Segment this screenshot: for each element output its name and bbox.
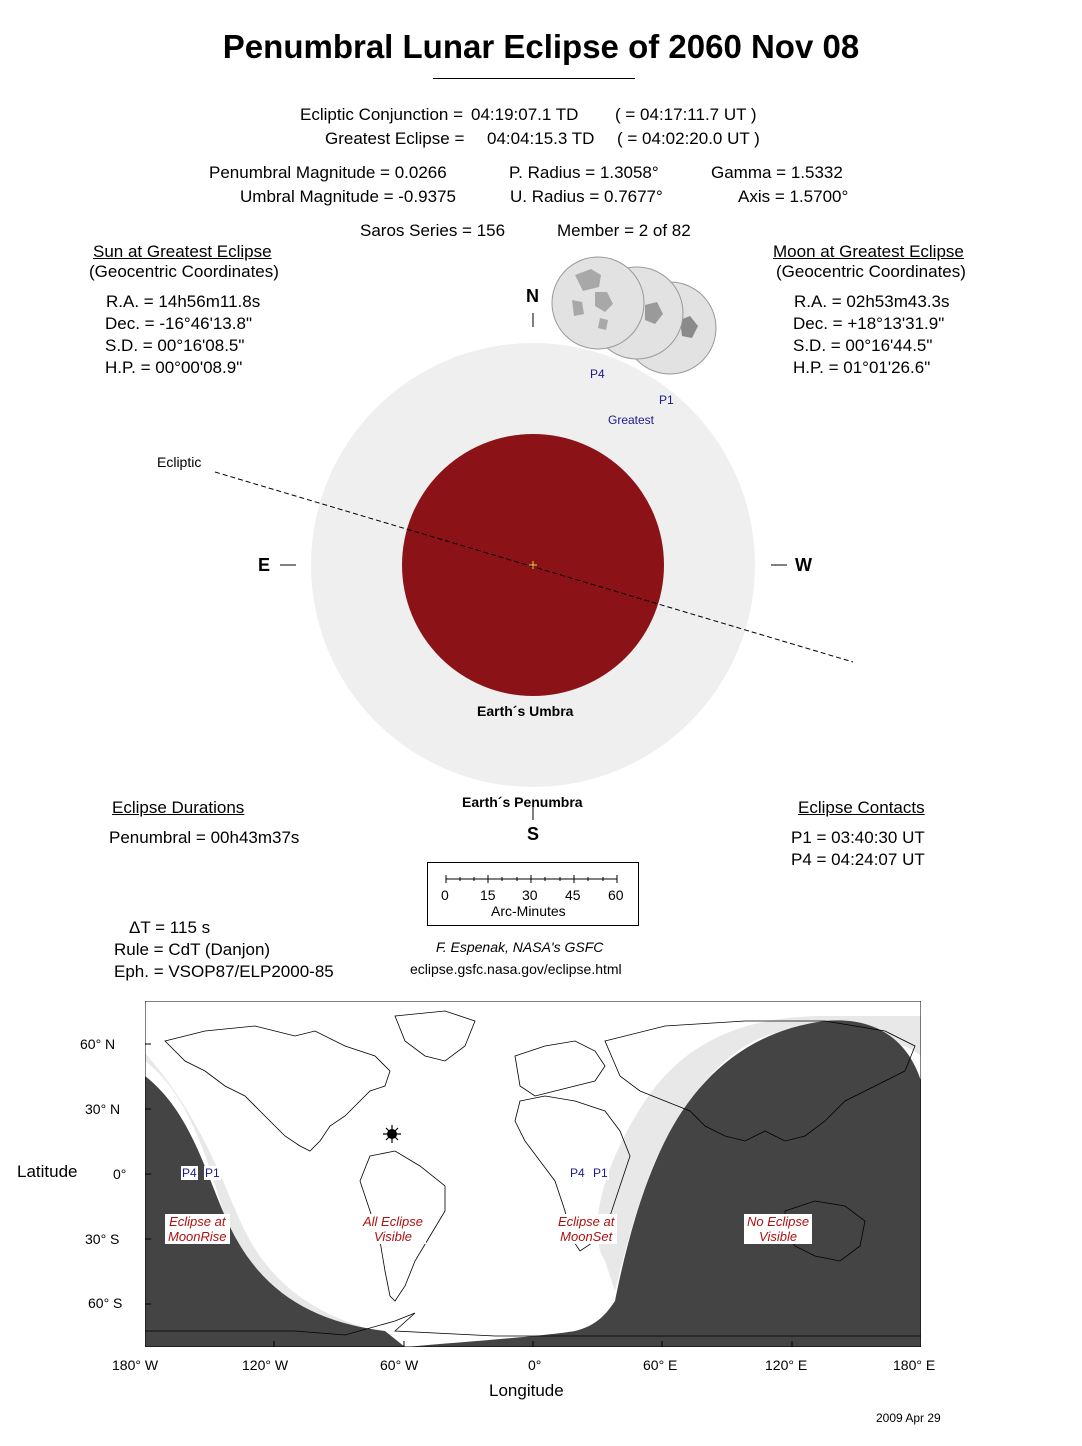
label-moonset bbox=[555, 1214, 617, 1244]
moon-heading: Moon at Greatest Eclipse bbox=[773, 242, 964, 261]
contacts-heading: Eclipse Contacts bbox=[798, 798, 925, 817]
contact-p4: P4 = 04:24:07 UT bbox=[791, 850, 925, 869]
label-all-visible bbox=[360, 1214, 426, 1244]
lat-tick-30s: 30° S bbox=[85, 1231, 120, 1247]
umbra-label: Earth´s Umbra bbox=[477, 703, 574, 719]
lon-tick-0: 0° bbox=[528, 1357, 542, 1373]
umbral-magnitude: Umbral Magnitude = -0.9375 bbox=[240, 187, 456, 206]
ephemeris: Eph. = VSOP87/ELP2000-85 bbox=[114, 962, 334, 981]
label-moonrise-line1: Eclipse at bbox=[169, 1214, 226, 1229]
sun-hp: H.P. = 00°00'08.9" bbox=[105, 358, 243, 377]
u-radius: U. Radius = 0.7677° bbox=[510, 187, 663, 206]
moon-p4-icon bbox=[552, 257, 644, 349]
map-p4-west: P4 bbox=[182, 1166, 197, 1180]
map-p1-west: P1 bbox=[205, 1166, 220, 1180]
page-title: Penumbral Lunar Eclipse of 2060 Nov 08 bbox=[222, 28, 860, 65]
gamma: Gamma = 1.5332 bbox=[711, 163, 843, 182]
west-label: W bbox=[795, 555, 812, 575]
greatest-td: 04:04:15.3 TD bbox=[487, 129, 595, 148]
contact-p1: P1 = 03:40:30 UT bbox=[791, 828, 925, 847]
moon-hp: H.P. = 01°01'26.6" bbox=[793, 358, 931, 377]
scale-label: Arc-Minutes bbox=[491, 903, 566, 919]
map-p4-east: P4 bbox=[570, 1166, 585, 1180]
greatest-label-diagram: Greatest bbox=[608, 413, 655, 427]
date-stamp: 2009 Apr 29 bbox=[876, 1411, 941, 1425]
scale-tick-45: 45 bbox=[565, 887, 581, 903]
moon-subheading: (Geocentric Coordinates) bbox=[776, 262, 966, 281]
penumbral-magnitude: Penumbral Magnitude = 0.0266 bbox=[209, 163, 447, 182]
scale-tick-30: 30 bbox=[522, 887, 538, 903]
sun-sd: S.D. = 00°16'08.5" bbox=[105, 336, 245, 355]
penumbra-label: Earth´s Penumbra bbox=[462, 794, 583, 810]
moon-sd: S.D. = 00°16'44.5" bbox=[793, 336, 933, 355]
p-radius: P. Radius = 1.3058° bbox=[509, 163, 659, 182]
label-moonrise bbox=[165, 1214, 230, 1244]
label-moonset-line1: Eclipse at bbox=[558, 1214, 615, 1229]
lon-tick-120w: 120° W bbox=[242, 1357, 289, 1373]
south-label: S bbox=[527, 824, 540, 844]
lon-tick-180e: 180° E bbox=[893, 1357, 936, 1373]
scale-tick-15: 15 bbox=[480, 887, 496, 903]
north-label: N bbox=[526, 286, 539, 306]
conjunction-ut: ( = 04:17:11.7 UT ) bbox=[615, 105, 757, 124]
scale-box bbox=[427, 862, 639, 926]
label-moonset-line2: MoonSet bbox=[560, 1229, 613, 1244]
map-ylabel: Latitude bbox=[17, 1162, 78, 1181]
p4-label: P4 bbox=[590, 367, 605, 381]
moon-ra: R.A. = 02h53m43.3s bbox=[794, 292, 950, 311]
scale-tick-0: 0 bbox=[441, 887, 449, 903]
lon-tick-120e: 120° E bbox=[765, 1357, 808, 1373]
lat-tick-60s: 60° S bbox=[88, 1295, 123, 1311]
east-label: E bbox=[258, 555, 271, 575]
world-map bbox=[145, 1001, 921, 1347]
label-none-line1: No Eclipse bbox=[747, 1214, 810, 1229]
lon-tick-60w: 60° W bbox=[380, 1357, 419, 1373]
greatest-label: Greatest Eclipse = bbox=[325, 129, 465, 148]
label-moonrise-line2: MoonRise bbox=[168, 1229, 227, 1244]
map-xlabel: Longitude bbox=[489, 1381, 564, 1400]
lon-tick-180w: 180° W bbox=[112, 1357, 159, 1373]
ecliptic-label: Ecliptic bbox=[157, 454, 202, 470]
label-no-eclipse bbox=[744, 1214, 812, 1244]
label-all-line2: Visible bbox=[373, 1229, 413, 1244]
lat-tick-0: 0° bbox=[113, 1166, 127, 1182]
delta-t: ΔT = 115 s bbox=[129, 918, 211, 937]
saros-series: Saros Series = 156 bbox=[360, 221, 506, 240]
scale-tick-60: 60 bbox=[608, 887, 624, 903]
sun-heading: Sun at Greatest Eclipse bbox=[93, 242, 272, 261]
credit-url[interactable]: eclipse.gsfc.nasa.gov/eclipse.html bbox=[410, 961, 622, 977]
lat-tick-30n: 30° N bbox=[85, 1101, 121, 1117]
credit-author: F. Espenak, NASA's GSFC bbox=[436, 939, 604, 955]
penumbral-duration: Penumbral = 00h43m37s bbox=[109, 828, 300, 847]
greatest-ut: ( = 04:02:20.0 UT ) bbox=[617, 129, 760, 148]
durations-heading: Eclipse Durations bbox=[112, 798, 245, 817]
conjunction-label: Ecliptic Conjunction = bbox=[300, 105, 464, 124]
lat-tick-60n: 60° N bbox=[80, 1036, 116, 1052]
axis: Axis = 1.5700° bbox=[738, 187, 849, 206]
label-all-line1: All Eclipse bbox=[363, 1214, 423, 1229]
p1-label: P1 bbox=[659, 393, 674, 407]
moon-dec: Dec. = +18°13'31.9" bbox=[793, 314, 945, 333]
sun-ra: R.A. = 14h56m11.8s bbox=[106, 292, 261, 311]
rule: Rule = CdT (Danjon) bbox=[114, 940, 271, 959]
label-none-line2: Visible bbox=[759, 1229, 798, 1244]
conjunction-td: 04:19:07.1 TD bbox=[471, 105, 579, 124]
saros-member: Member = 2 of 82 bbox=[557, 221, 691, 240]
sun-subheading: (Geocentric Coordinates) bbox=[89, 262, 279, 281]
map-p1-east: P1 bbox=[593, 1166, 608, 1180]
lon-tick-60e: 60° E bbox=[643, 1357, 678, 1373]
sun-dec: Dec. = -16°46'13.8" bbox=[105, 314, 252, 333]
